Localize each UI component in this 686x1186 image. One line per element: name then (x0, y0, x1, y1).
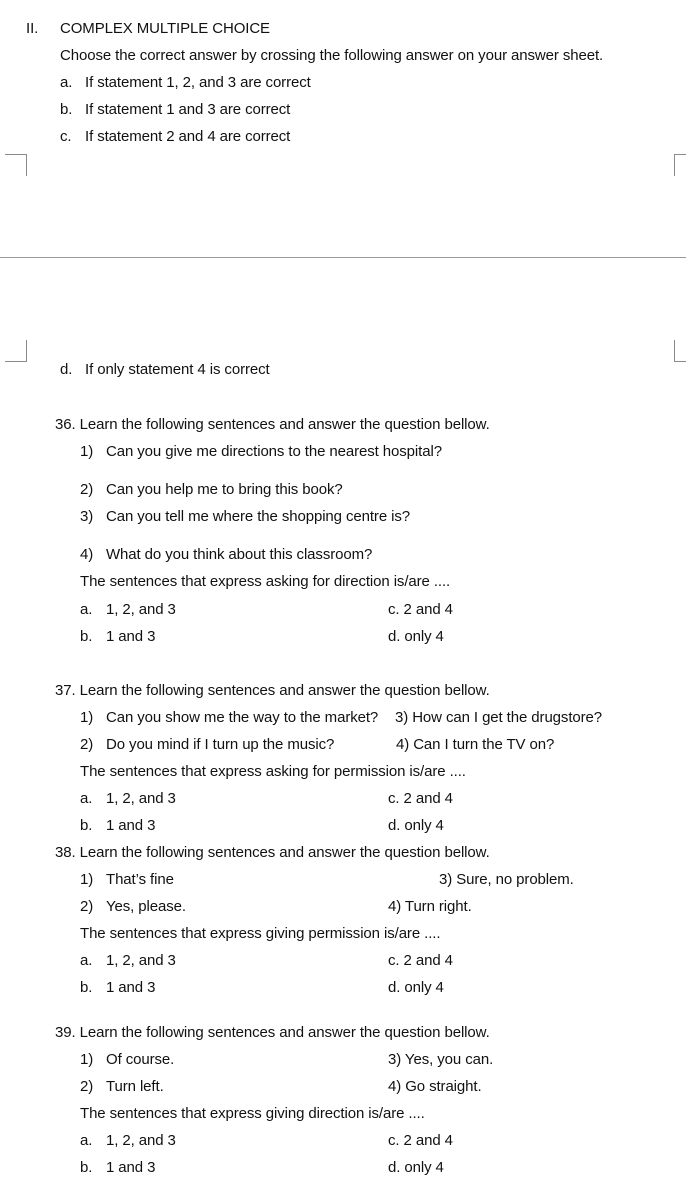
q38-statement-2-text: Yes, please. (106, 898, 186, 915)
q36-statement-1-number: 1) (80, 443, 94, 460)
q38-statement-1-text: That’s fine (106, 871, 174, 888)
q39-choice-a-text: 1, 2, and 3 (106, 1132, 176, 1149)
q39-choice-b-text: 1 and 3 (106, 1159, 156, 1176)
q36-statement-3-text: Can you tell me where the shopping centre is? (106, 508, 411, 525)
q39-statement-2-number: 2) (80, 1078, 94, 1095)
q37-statement-1-text: Can you show me the way to the market? (106, 709, 379, 726)
section-title: COMPLEX MULTIPLE CHOICE (60, 20, 270, 37)
q36-statement-1-text: Can you give me directions to the nearest hospital? (106, 443, 442, 460)
q37-choice-d: d. only 4 (388, 817, 444, 834)
section-number: II. (26, 20, 39, 37)
section-instruction: Choose the correct answer by crossing the following answer on your answer sheet. (60, 47, 604, 64)
q36-choice-c: c. 2 and 4 (388, 601, 453, 618)
crop-mark-bottom-left (5, 340, 27, 362)
option-d-letter: d. (60, 361, 73, 378)
q37-choice-c: c. 2 and 4 (388, 790, 453, 807)
q38-statement-2-number: 2) (80, 898, 94, 915)
q39-statement-3: 3) Yes, you can. (388, 1051, 494, 1068)
q39-choice-a-letter: a. (80, 1132, 93, 1149)
q37-choice-b-letter: b. (80, 817, 93, 834)
q39-statement-1-text: Of course. (106, 1051, 175, 1068)
q37-statement-2-number: 2) (80, 736, 94, 753)
q38-choice-b-letter: b. (80, 979, 93, 996)
q36-prompt: The sentences that express asking for direction is/are .... (80, 573, 451, 590)
q37-statement-4: 4) Can I turn the TV on? (396, 736, 555, 753)
q38-statement-4: 4) Turn right. (388, 898, 472, 915)
option-b-text: If statement 1 and 3 are correct (85, 101, 291, 118)
question-37-stem: 37. Learn the following sentences and answer the question bellow. (55, 682, 490, 699)
q39-choice-b-letter: b. (80, 1159, 93, 1176)
q39-statement-4: 4) Go straight. (388, 1078, 482, 1095)
q36-statement-2-text: Can you help me to bring this book? (106, 481, 343, 498)
q38-statement-1-number: 1) (80, 871, 94, 888)
option-a-text: If statement 1, 2, and 3 are correct (85, 74, 311, 91)
q38-choice-b-text: 1 and 3 (106, 979, 156, 996)
q37-choice-a-letter: a. (80, 790, 93, 807)
q36-choice-b-letter: b. (80, 628, 93, 645)
q39-choice-c: c. 2 and 4 (388, 1132, 453, 1149)
q38-choice-a-text: 1, 2, and 3 (106, 952, 176, 969)
crop-mark-bottom-right (674, 340, 686, 362)
q39-choice-d: d. only 4 (388, 1159, 444, 1176)
option-d-text: If only statement 4 is correct (85, 361, 270, 378)
q36-choice-b-text: 1 and 3 (106, 628, 156, 645)
page-break-divider (0, 257, 686, 258)
q36-statement-4-text: What do you think about this classroom? (106, 546, 373, 563)
crop-mark-top-right (674, 154, 686, 176)
q36-statement-3-number: 3) (80, 508, 94, 525)
q37-prompt: The sentences that express asking for permission is/are .... (80, 763, 466, 780)
q36-statement-4-number: 4) (80, 546, 94, 563)
q36-choice-a-letter: a. (80, 601, 93, 618)
option-b-letter: b. (60, 101, 73, 118)
q37-statement-1-number: 1) (80, 709, 94, 726)
option-c-text: If statement 2 and 4 are correct (85, 128, 291, 145)
q38-prompt: The sentences that express giving permission is/are .... (80, 925, 441, 942)
q38-choice-a-letter: a. (80, 952, 93, 969)
q37-statement-3: 3) How can I get the drugstore? (395, 709, 603, 726)
q37-choice-a-text: 1, 2, and 3 (106, 790, 176, 807)
question-36-stem: 36. Learn the following sentences and answer the question bellow. (55, 416, 490, 433)
q36-statement-2-number: 2) (80, 481, 94, 498)
q38-choice-c: c. 2 and 4 (388, 952, 453, 969)
q38-statement-3: 3) Sure, no problem. (439, 871, 574, 888)
option-a-letter: a. (60, 74, 73, 91)
q39-statement-2-text: Turn left. (106, 1078, 164, 1095)
question-39-stem: 39. Learn the following sentences and answer the question bellow. (55, 1024, 490, 1041)
crop-mark-top-left (5, 154, 27, 176)
q36-choice-d: d. only 4 (388, 628, 444, 645)
option-c-letter: c. (60, 128, 72, 145)
q38-choice-d: d. only 4 (388, 979, 444, 996)
q37-choice-b-text: 1 and 3 (106, 817, 156, 834)
q39-statement-1-number: 1) (80, 1051, 94, 1068)
question-38-stem: 38. Learn the following sentences and answer the question bellow. (55, 844, 490, 861)
q39-prompt: The sentences that express giving direction is/are .... (80, 1105, 425, 1122)
q37-statement-2-text: Do you mind if I turn up the music? (106, 736, 335, 753)
q36-choice-a-text: 1, 2, and 3 (106, 601, 176, 618)
